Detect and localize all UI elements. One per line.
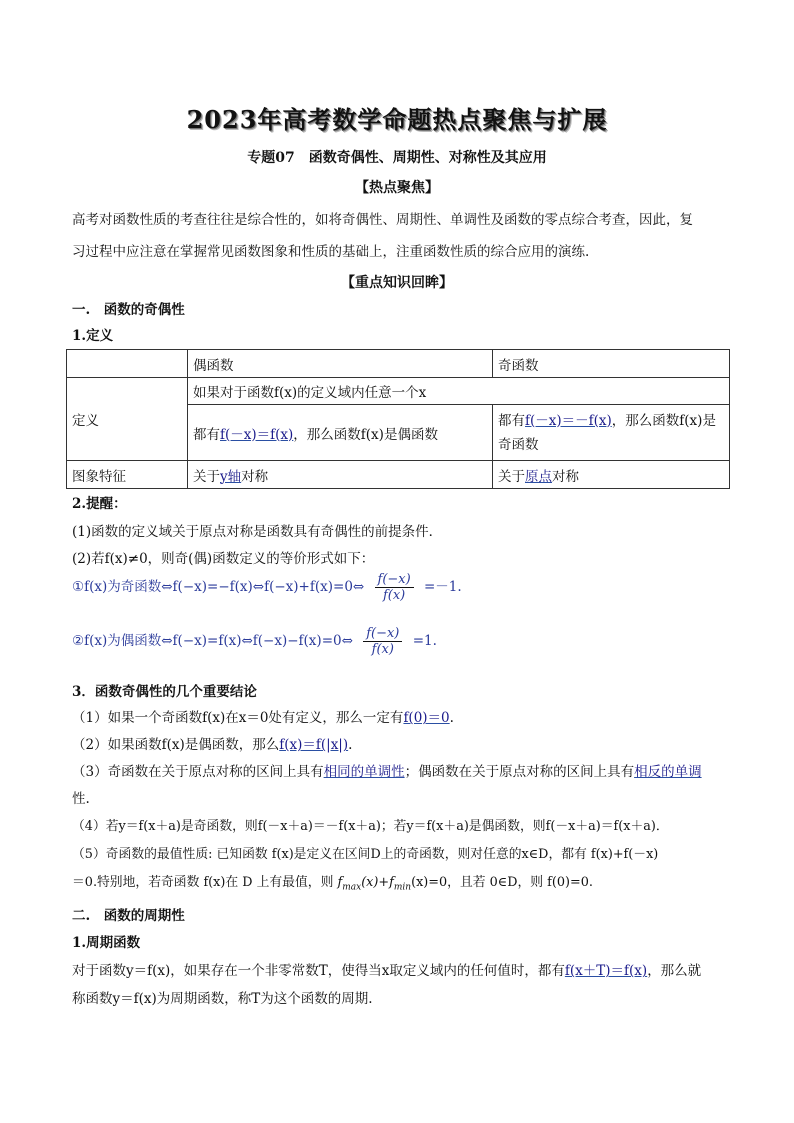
hot-focus-heading: 【热点聚焦】: [355, 180, 439, 196]
reminder-heading: 2.提醒：: [72, 496, 127, 512]
conclusion-3: （3）奇函数在关于原点对称的区间上具有相同的单调性；偶函数在关于原点对称的区间上具有相反的单调: [72, 764, 702, 780]
periodic-function-heading: 1.周期函数: [72, 935, 141, 951]
definition-heading: 1.定义: [72, 328, 114, 344]
table-graph-odd: 关于原点对称: [493, 461, 730, 489]
period-def-line-1: 对于函数y＝f(x)，如果存在一个非零常数T，使得当x取定义域内的任何值时，都有f(x＋T)＝f(x)，那么就: [72, 963, 702, 979]
reminder-1: (1)函数的定义域关于原点对称是函数具有奇偶性的前提条件．: [72, 524, 443, 540]
table-header-odd: 奇函数: [493, 350, 730, 378]
conclusion-4: （4）若y＝f(x＋a)是奇函数，则f(－x＋a)＝－f(x＋a)；若y＝f(x＋a)是偶函数，则f(－x＋a)＝f(x＋a)．: [72, 819, 669, 834]
reminder-2: (2)若f(x)≠0，则奇(偶)函数定义的等价形式如下：: [72, 551, 375, 567]
odd-function-formula: ①f(x)为奇函数⇔f(−x)=−f(x)⇔f(−x)+f(x)=0⇔ $\frac{f(-x)}{f(x)}$ =－1.: [72, 572, 462, 603]
conclusion-3-cont: 性.: [72, 791, 90, 807]
table-label-graph: 图象特征: [67, 461, 188, 489]
fraction: $\frac{f(-x)}{f(x)}$: [375, 572, 414, 603]
section1-heading: 一. 函数的奇偶性: [72, 302, 185, 318]
topic-subtitle: 专题07 函数奇偶性、周期性、对称性及其应用: [247, 150, 547, 166]
even-function-formula: ②f(x)为偶函数⇔f(−x)=f(x)⇔f(−x)−f(x)=0⇔ $\frac{f(-x)}{f(x)}$ =1.: [72, 626, 437, 657]
conclusion-1: （1）如果一个奇函数f(x)在x＝0处有定义，那么一定有f(0)＝0.: [72, 710, 454, 726]
intro-line-2: 习过程中应注意在掌握常见函数图象和性质的基础上，注重函数性质的综合应用的演练.: [72, 244, 590, 260]
table-definition-even: 都有f(－x)＝f(x)，那么函数f(x)是偶函数: [188, 405, 493, 461]
table-label-definition: 定义: [67, 378, 188, 461]
review-heading: 【重点知识回眸】: [341, 275, 453, 291]
main-title: 2023年高考数学命题热点聚焦与扩展: [186, 105, 608, 134]
conclusion-5-line-2: ＝0.特别地，若奇函数 f(x)在 D 上有最值，则 $f_{max}(x)+f_{min}(x)=0$，且若 0∈D，则 f(0)=0.: [72, 875, 593, 893]
section2-heading: 二. 函数的周期性: [72, 908, 185, 924]
fraction: $\frac{f(-x)}{f(x)}$: [363, 626, 402, 657]
parity-definition-table: [66, 349, 730, 489]
table-graph-even: 关于y轴对称: [188, 461, 493, 489]
table-definition-common: 如果对于函数f(x)的定义域内任意一个x: [188, 378, 730, 405]
table-row: [67, 461, 730, 489]
intro-line-1: 高考对函数性质的考查往往是综合性的，如将奇偶性、周期性、单调性及函数的零点综合考查，因此，复: [72, 212, 693, 228]
table-definition-odd: 都有f(－x)＝－f(x)，那么函数f(x)是 奇函数: [493, 405, 730, 461]
table-header-even: 偶函数: [188, 350, 493, 378]
conclusion-2: （2）如果函数f(x)是偶函数，那么f(x)＝f(|x|).: [72, 737, 353, 753]
table-row: [67, 350, 730, 378]
conclusions-heading: 3．函数奇偶性的几个重要结论: [72, 684, 257, 700]
table-cell-empty: [67, 350, 188, 378]
period-def-line-2: 称函数y＝f(x)为周期函数，称T为这个函数的周期.: [72, 991, 373, 1007]
table-row: [67, 378, 730, 405]
conclusion-5-line-1: （5）奇函数的最值性质: 已知函数 f(x)是定义在区间D上的奇函数，则对任意的x∈D，都有 f(x)+f(－x): [72, 847, 659, 862]
